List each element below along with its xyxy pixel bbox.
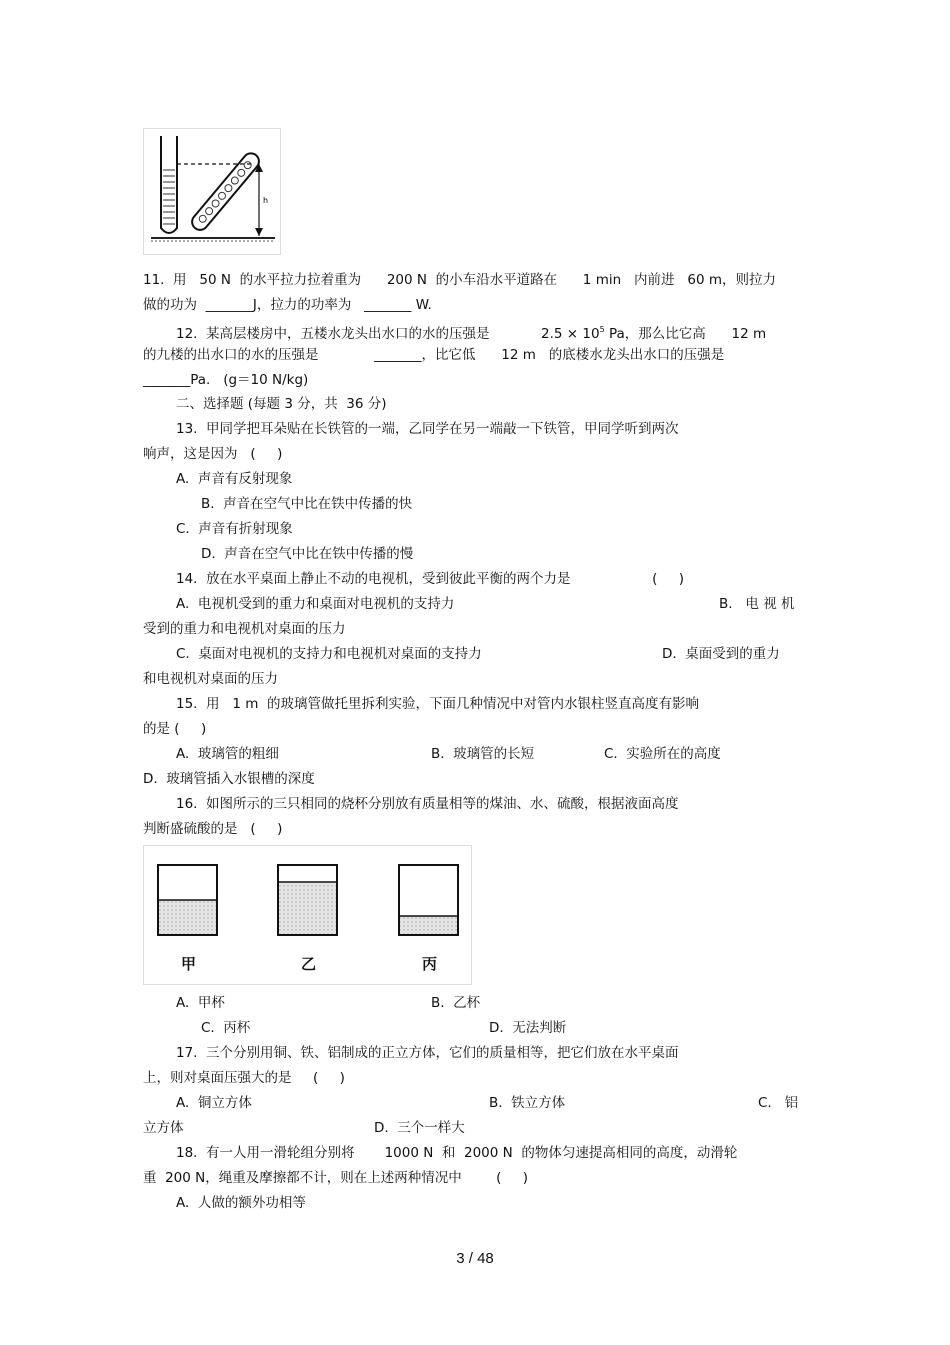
q13-stem1: 13. 甲同学把耳朵贴在长铁管的一端，乙同学在另一端敲一下铁管，甲同学听到两次 xyxy=(176,421,679,437)
q14-option-a: A. 电视机受到的重力和桌面对电视机的支持力 xyxy=(176,596,455,612)
q12-line1 xyxy=(176,321,766,343)
q13-stem2: 响声，这是因为 ( ) xyxy=(143,446,283,462)
q15-option-b: B. 玻璃管的长短 xyxy=(431,746,535,762)
q11-line1: 11. 用 50 N 的水平拉力拉着重为 200 N 的小车沿水平道路在 1 min 内前进 60 m，则拉力 xyxy=(143,272,777,288)
q13-option-a: A. 声音有反射现象 xyxy=(176,471,293,487)
q14-stem: 14. 放在水平桌面上静止不动的电视机，受到彼此平衡的两个力是 ( ) xyxy=(176,571,685,587)
q12-line1a: 12. 某高层楼房中，五楼水龙头出水口的水的压强是 2.5 × 10 xyxy=(176,326,600,342)
q17-stem2: 上，则对桌面压强大的是 ( ) xyxy=(143,1070,345,1086)
q15-option-d: D. 玻璃管插入水银槽的深度 xyxy=(143,771,315,787)
section-heading: 二、选择题 (每题 3 分，共 36 分) xyxy=(176,396,387,412)
q18-stem2: 重 200 N，绳重及摩擦都不计，则在上述两种情况中 ( ) xyxy=(143,1170,529,1186)
beaker-label-bing: 丙 xyxy=(422,955,438,973)
q17-option-c-start: C. 铝 xyxy=(758,1095,799,1111)
q15-option-c: C. 实验所在的高度 xyxy=(604,746,721,762)
q16-option-a: A. 甲杯 xyxy=(176,995,225,1011)
q14-option-d-start: D. 桌面受到的重力 xyxy=(662,646,780,662)
q12-line2: 的九楼的出水口的水的压强是 _______，比它低 12 m 的底楼水龙头出水口的压强是 xyxy=(143,347,725,363)
q17-option-a: A. 铜立方体 xyxy=(176,1095,252,1111)
q12-line1b: Pa，那么比它高 12 m xyxy=(604,326,767,342)
svg-text:h: h xyxy=(263,196,269,205)
q16-stem2: 判断盛硫酸的是 ( ) xyxy=(143,821,283,837)
q16-option-d: D. 无法判断 xyxy=(489,1020,567,1036)
q15-stem1: 15. 用 1 m 的玻璃管做托里拆利实验，下面几种情况中对管内水银柱竖直高度有影响 xyxy=(176,696,700,712)
q18-stem1: 18. 有一人用一滑轮组分别将 1000 N 和 2000 N 的物体匀速提高相同的高度，动滑轮 xyxy=(176,1145,738,1161)
q14-option-b-start: B. 电 视 机 xyxy=(719,596,795,612)
q16-option-b: B. 乙杯 xyxy=(431,995,481,1011)
beaker-label-jia: 甲 xyxy=(181,955,197,973)
tube-figure xyxy=(143,128,281,255)
q13-option-c: C. 声音有折射现象 xyxy=(176,521,293,537)
page-number: 3 / 48 xyxy=(456,1250,494,1267)
q13-option-b: B. 声音在空气中比在铁中传播的快 xyxy=(201,496,413,512)
q17-option-d: D. 三个一样大 xyxy=(374,1120,465,1136)
beaker-label-yi: 乙 xyxy=(301,955,317,973)
beakers-figure xyxy=(143,845,472,985)
q15-stem2: 的是 ( ) xyxy=(143,721,207,737)
q12-exponent: 5 xyxy=(599,325,605,334)
q14-option-c: C. 桌面对电视机的支持力和电视机对桌面的支持力 xyxy=(176,646,482,662)
q16-option-c: C. 丙杯 xyxy=(201,1020,251,1036)
q11-line2: 做的功为 _______J，拉力的功率为 _______ W. xyxy=(143,297,432,313)
q13-option-d: D. 声音在空气中比在铁中传播的慢 xyxy=(201,546,414,562)
q16-stem1: 16. 如图所示的三只相同的烧杯分别放有质量相等的煤油、水、硫酸，根据液面高度 xyxy=(176,796,679,812)
q14-option-d-cont: 和电视机对桌面的压力 xyxy=(143,671,278,687)
q14-option-b-cont: 受到的重力和电视机对桌面的压力 xyxy=(143,621,346,637)
q17-option-b: B. 铁立方体 xyxy=(489,1095,566,1111)
q17-stem1: 17. 三个分别用铜、铁、铝制成的正立方体，它们的质量相等，把它们放在水平桌面 xyxy=(176,1045,679,1061)
q18-option-a: A. 人做的额外功相等 xyxy=(176,1195,306,1211)
q17-option-c-cont: 立方体 xyxy=(143,1120,184,1136)
q15-option-a: A. 玻璃管的粗细 xyxy=(176,746,279,762)
q12-line3: _______Pa. (g＝10 N/kg) xyxy=(143,372,309,388)
